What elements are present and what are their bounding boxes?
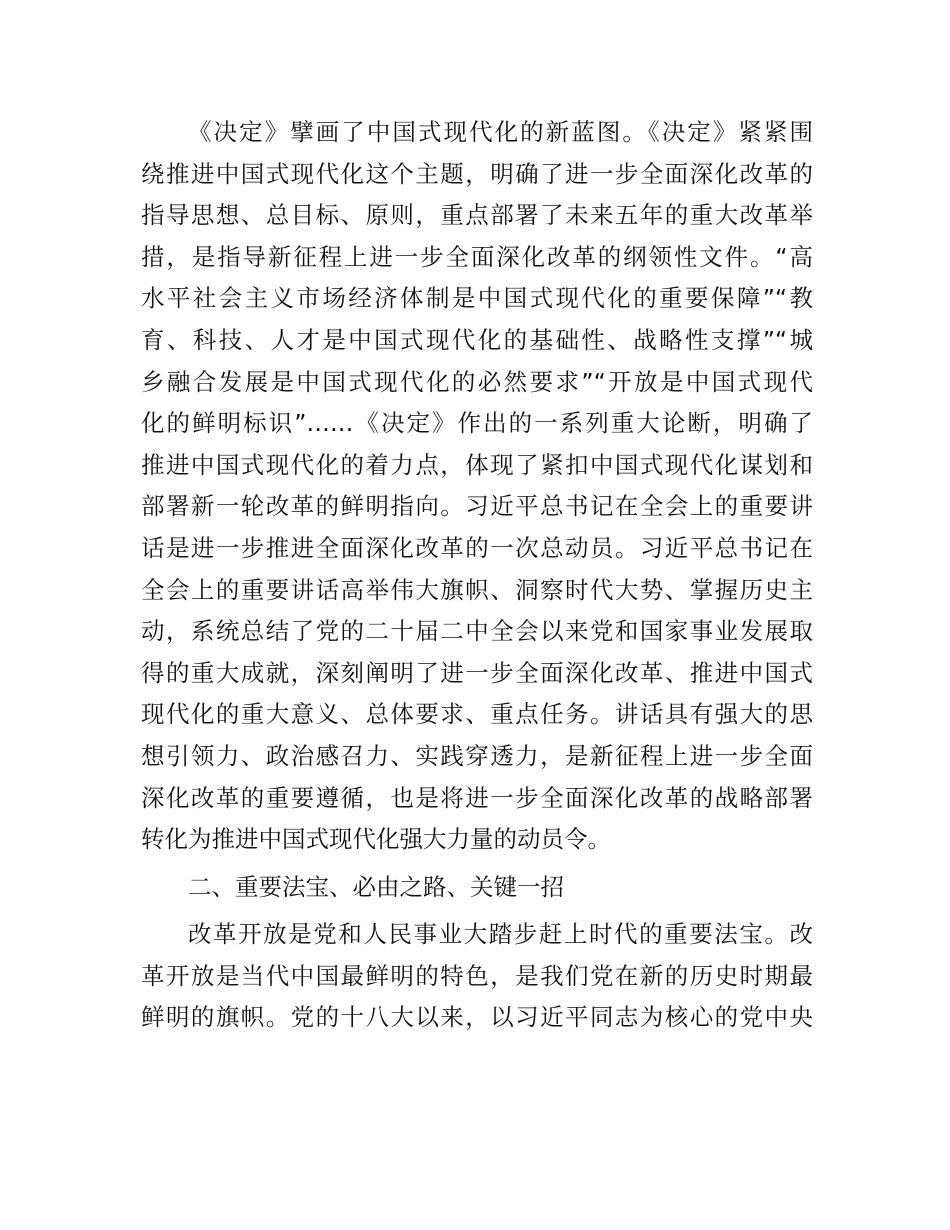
text-line: 指导思想、总目标、原则，重点部署了未来五年的重大改革举	[141, 201, 813, 230]
text-line: 《决定》擘画了中国式现代化的新蓝图。《决定》紧紧围	[188, 118, 813, 146]
text-line: 推进中国式现代化的着力点，体现了紧扣中国式现代化谋划和	[141, 450, 813, 479]
text-line: 乡融合发展是中国式现代化的必然要求”“开放是中国式现代	[141, 367, 813, 396]
text-line: 育、科技、人才是中国式现代化的基础性、战略性支撑”“城	[141, 325, 813, 354]
text-line: 部署新一轮改革的鲜明指向。习近平总书记在全会上的重要讲	[141, 492, 813, 521]
text-line: 水平社会主义市场经济体制是中国式现代化的重要保障”“教	[141, 284, 813, 313]
text-line: 绕推进中国式现代化这个主题，明确了进一步全面深化改革的	[141, 159, 813, 188]
paragraph	[141, 112, 813, 861]
text-line: 得的重大成就，深刻阐明了进一步全面深化改革、推进中国式	[141, 658, 813, 687]
text-line: 化的鲜明标识”……《决定》作出的一系列重大论断，明确了	[141, 409, 813, 438]
text-line: 革开放是当代中国最鲜明的特色，是我们党在新的历史时期最	[141, 961, 813, 990]
text-line: 转化为推进中国式现代化强大力量的动员令。	[141, 825, 611, 854]
section-heading	[141, 867, 813, 909]
text-line: 现代化的重大意义、总体要求、重点任务。讲话具有强大的思	[141, 700, 813, 729]
document-body	[141, 112, 813, 1039]
text-line: 动，系统总结了党的二十届二中全会以来党和国家事业发展取	[141, 617, 813, 646]
text-line: 改革开放是党和人民事业大踏步赶上时代的重要法宝。改	[188, 920, 813, 949]
text-line: 措，是指导新征程上进一步全面深化改革的纲领性文件。“高	[141, 242, 813, 271]
text-line: 想引领力、政治感召力、实践穿透力，是新征程上进一步全面	[141, 741, 813, 770]
text-line: 全会上的重要讲话高举伟大旗帜、洞察时代大势、掌握历史主	[141, 575, 813, 604]
text-line: 深化改革的重要遵循，也是将进一步全面深化改革的战略部署	[141, 783, 813, 812]
text-line: 鲜明的旗帜。党的十八大以来，以习近平同志为核心的党中央	[141, 1003, 813, 1032]
paragraph	[141, 914, 813, 1039]
text-line: 话是进一步推进全面深化改革的一次总动员。习近平总书记在	[141, 533, 813, 562]
heading-text: 二、重要法宝、必由之路、关键一招	[188, 872, 564, 901]
